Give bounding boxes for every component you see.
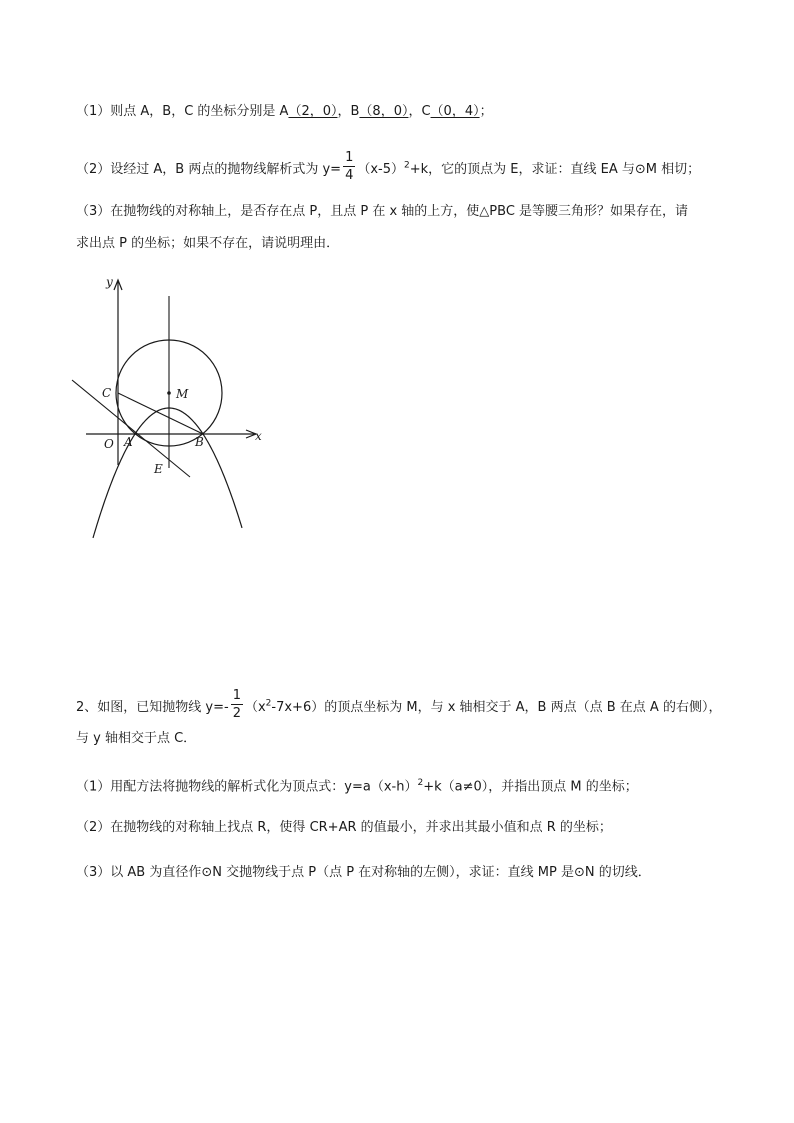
q1-part3-line1: （3）在抛物线的对称轴上，是否存在点 P，且点 P 在 x 轴的上方，使△PBC 是等腰三角形？如果存在，请	[76, 204, 689, 219]
q2-part1-sup: 2	[417, 778, 424, 788]
point-m	[167, 391, 171, 395]
q2-intro	[76, 690, 721, 725]
label-m: M	[176, 387, 189, 401]
q2-part2: （2）在抛物线的对称轴上找点 R，使得 CR+AR 的值最小，并求出其最小值和点 R 的坐标；	[76, 820, 612, 835]
q1-part2-prefix: （2）设经过 A，B 两点的抛物线解析式为 y=	[76, 162, 342, 177]
q2-part1-prefix: （1）用配方法将抛物线的解析式化为顶点式：y=a（x-h）	[76, 779, 418, 795]
q1-frac-num: 1	[345, 150, 354, 165]
q1-part1-sep2: ，C	[408, 104, 431, 119]
q1-part3-line2: 求出点 P 的坐标；如果不存在，请说明理由．	[76, 236, 340, 251]
q2-intro-line2: 与 y 轴相交于点 C．	[76, 731, 197, 746]
parabola	[93, 408, 242, 538]
q2-part3: （3）以 AB 为直径作⊙N 交抛物线于点 P（点 P 在对称轴的左侧），求证：直线 MP 是⊙N 的切线．	[76, 865, 651, 880]
q1-part1-suffix: ；	[479, 104, 493, 119]
q2-intro-sup: 2	[265, 698, 272, 709]
q2-intro-prefix: 2、如图，已知抛物线 y=-	[76, 700, 229, 715]
q1-part2-suffix: +k，它的顶点为 E，求证：直线 EA 与⊙M 相切；	[409, 162, 701, 177]
label-b: B	[195, 435, 204, 449]
label-e: E	[154, 462, 163, 476]
q2-part1	[76, 774, 638, 796]
q2-part1-suffix: +k（a≠0），并指出顶点 M 的坐标；	[423, 779, 638, 795]
q2-frac-num: 1	[232, 688, 241, 703]
q2-fraction	[231, 687, 243, 722]
label-y: y	[106, 275, 113, 289]
answer-c: （0，4）	[430, 104, 480, 119]
label-o: O	[104, 437, 114, 451]
q1-part2-mid: （x-5）	[357, 162, 405, 177]
label-c: C	[102, 386, 112, 400]
q1-part1-prefix: （1）则点 A，B，C 的坐标分别是 A	[76, 104, 289, 119]
answer-a: （2，0）	[288, 104, 338, 119]
label-a: A	[124, 435, 133, 449]
q2-intro-mid: （x	[244, 700, 266, 715]
q2-frac-den: 2	[232, 706, 241, 721]
q2-intro-suffix: -7x+6）的顶点坐标为 M，与 x 轴相交于 A，B 两点（点 B 在点 A 的右侧），	[271, 700, 722, 715]
answer-b: （8，0）	[359, 104, 409, 119]
label-x: x	[255, 429, 262, 443]
q1-frac-den: 4	[345, 168, 354, 183]
q1-part1-sep1: ，B	[337, 104, 360, 119]
q1-part2-sup: 2	[404, 160, 410, 171]
tangent-line-ea	[72, 380, 190, 477]
